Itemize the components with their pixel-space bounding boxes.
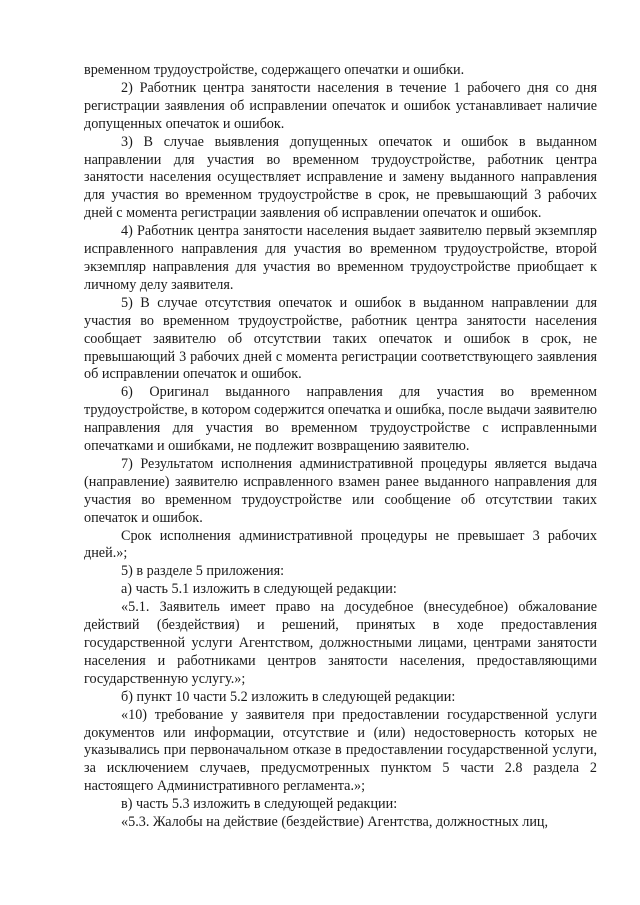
paragraph-item-2: 2) Работник центра занятости населения в течение 1 рабочего дня со дня регистрации заявления об исправлении опечаток и ошибок устанавливает наличие допущенных опечаток и ошибок. — [84, 79, 597, 132]
paragraph-sub-b: б) пункт 10 части 5.2 изложить в следующей редакции: — [121, 688, 456, 705]
paragraph-item-5: 5) В случае отсутствия опечаток и ошибок в выданном направлении для участия во временном трудоустройстве, работник центра занятости населения сообщает заявителю об отсутствии таких опечаток и ошибок в срок, не превышающий 3 рабочих дней с момента регистрации соответствующего заявления об исправлении опечаток и ошибок. — [84, 294, 597, 383]
paragraph-item-4: 4) Работник центра занятости населения выдает заявителю первый экземпляр исправленного направления для участия во временном трудоустройстве, второй экземпляр направления для участия во временном трудоустройстве приобщает к личному делу заявителя. — [84, 223, 597, 293]
paragraph-sub-a: а) часть 5.1 изложить в следующей редакции: — [121, 581, 397, 598]
paragraph-quote-5-1: «5.1. Заявитель имеет право на досудебное (внесудебное) обжалование действий (бездействия) и решений, принятых в ходе предоставления государственной услуги Агентством, должностными лицами, центрами занятости населения и работниками центров занятости населения, предоставляющими государственную услугу.»; — [84, 599, 597, 687]
paragraph-section-5: 5) в разделе 5 приложения: — [121, 563, 285, 580]
paragraph-item-6: 6) Оригинал выданного направления для участия во временном трудоустройстве, в котором содержится опечатка и ошибка, после выдачи заявителю направления для участия во временном трудоустройстве с исправленными опечатками и ошибками, не подлежит возвращению заявителю. — [84, 384, 597, 455]
paragraph-quote-5-3: «5.3. Жалобы на действие (бездействие) Агентства, должностных лиц, — [121, 814, 549, 831]
document-page — [84, 62, 597, 832]
paragraph-sub-v: в) часть 5.3 изложить в следующей редакции: — [121, 796, 398, 813]
paragraph-deadline: Срок исполнения административной процедуры не превышает 3 рабочих дней.»; — [84, 527, 597, 562]
paragraph-item-7: 7) Результатом исполнения административной процедуры является выдача (направление) заявителю исправленного взамен ранее выданного направления для участия во временном трудоустройстве или сообщение об отсутствии таких опечаток и ошибок. — [84, 455, 597, 526]
paragraph-item-3: 3) В случае выявления допущенных опечаток и ошибок в выданном направлении для участия во временном трудоустройстве, работник центра занятости населения осуществляет исправление и замену выданного направления для участия во временном трудоустройстве в срок, не превышающий 3 рабочих дней с момента регистрации заявления об исправлении опечаток и ошибок. — [84, 133, 597, 222]
paragraph-quote-10: «10) требование у заявителя при предоставлении государственной услуги документов или информации, отсутствие и (или) недостоверность которых не указывались при первоначальном отказе в предоставлении государственной услуги, за исключением случаев, предусмотренных пунктом 5 части 2.8 раздела 2 настоящего Административного регламента.»; — [84, 706, 597, 795]
paragraph-continuation: временном трудоустройстве, содержащего опечатки и ошибки. — [84, 62, 465, 78]
